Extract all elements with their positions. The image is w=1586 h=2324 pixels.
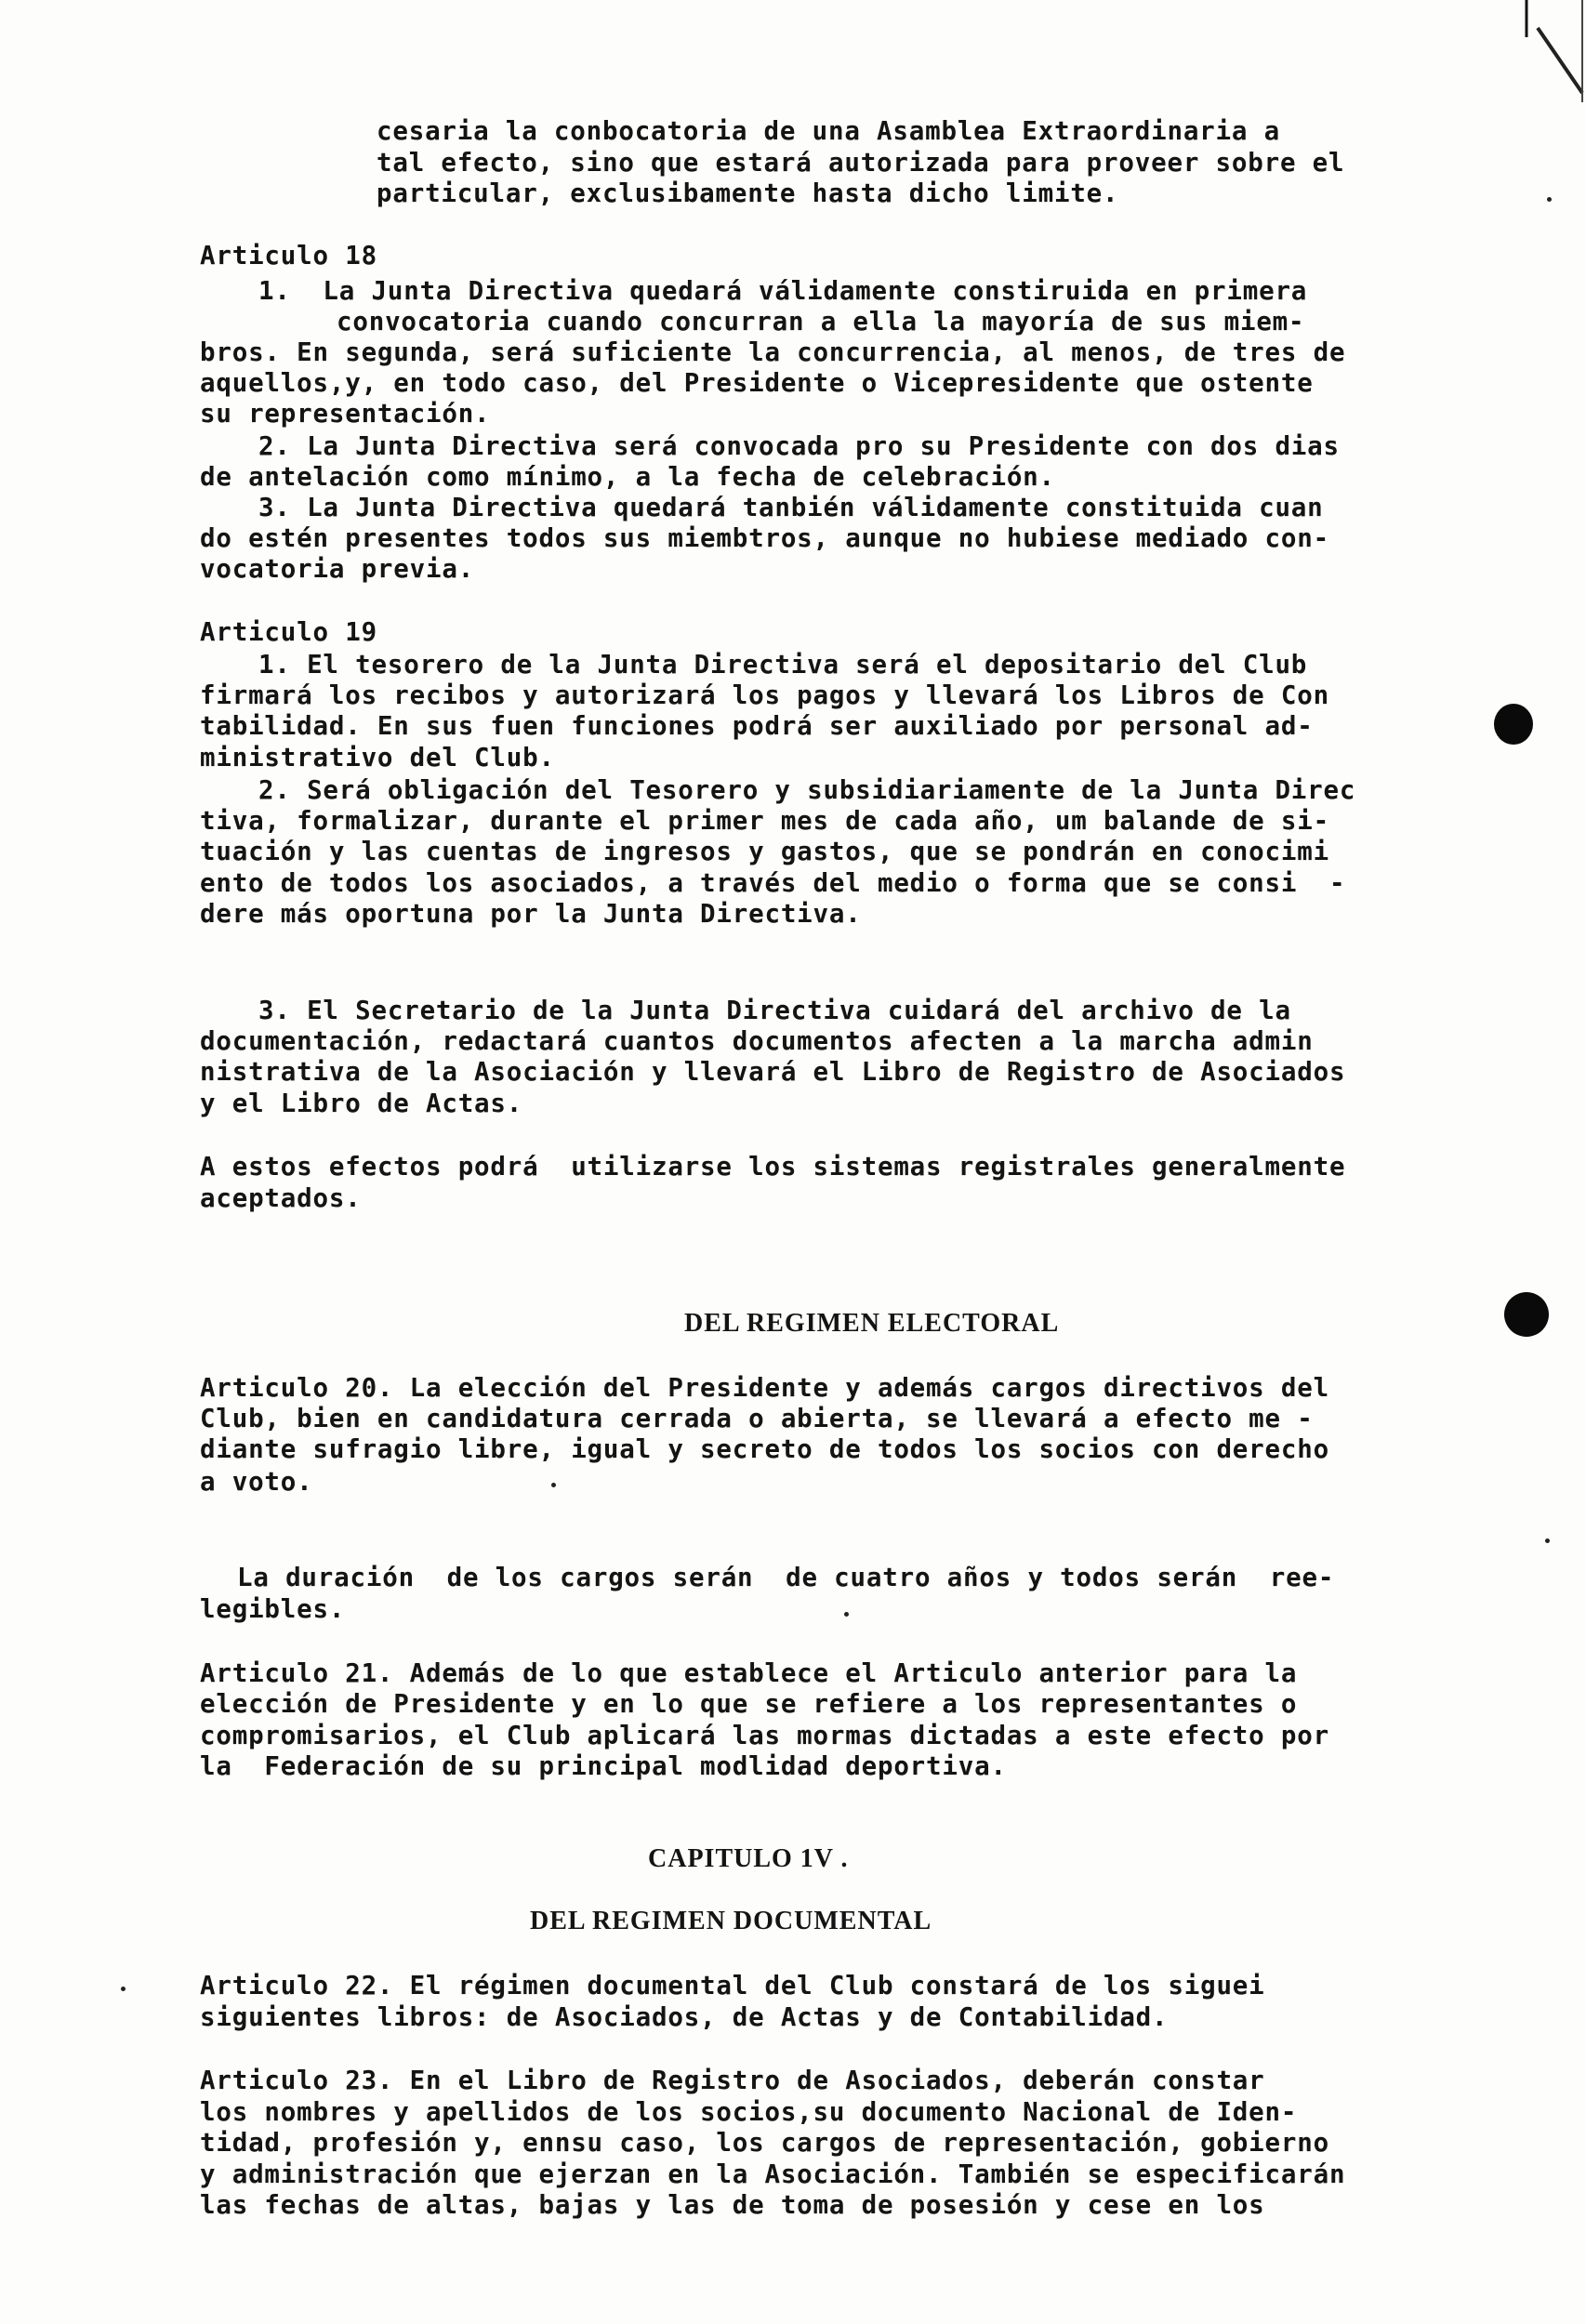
section-heading: DEL REGIMEN DOCUMENTAL — [530, 1907, 932, 1935]
text-line: Articulo 21. Además de lo que establece el Articulo anterior para la — [200, 1658, 1298, 1688]
article-heading: Articulo 19 — [200, 617, 377, 647]
text-line: los nombres y apellidos de los socios,su documento Nacional de Iden- — [200, 2097, 1298, 2127]
text-line: legibles. — [200, 1594, 346, 1624]
text-line: 2. La Junta Directiva será convocada pro su Presidente con dos dias — [258, 431, 1340, 461]
text-line: 3. El Secretario de la Junta Directiva cuidará del archivo de la — [258, 996, 1291, 1025]
text-line: tuación y las cuentas de ingresos y gastos, que se pondrán en conocimi — [200, 837, 1329, 866]
text-line: y el Libro de Actas. — [200, 1089, 523, 1118]
speck — [1547, 197, 1552, 202]
ink-blot — [1494, 704, 1533, 745]
text-line: 1. El tesorero de la Junta Directiva será el depositario del Club — [258, 650, 1308, 680]
text-line: ministrativo del Club. — [200, 743, 555, 772]
text-line: cesaria la conbocatoria de una Asamblea Extraordinaria a — [377, 116, 1280, 146]
speck — [551, 1483, 556, 1487]
text-line: su representación. — [200, 399, 491, 429]
text-line: vocatoria previa. — [200, 554, 475, 584]
text-line: bros. En segunda, será suficiente la concurrencia, al menos, de tres de — [200, 337, 1346, 367]
text-line: tiva, formalizar, durante el primer mes de cada año, um balande de si- — [200, 806, 1329, 836]
speck — [1545, 1538, 1550, 1543]
text-line: Articulo 20. La elección del Presidente y además cargos directivos del — [200, 1373, 1329, 1403]
text-line: ento de todos los asociados, a través del medio o forma que se consi - — [200, 868, 1346, 898]
text-line: aquellos,y, en todo caso, del Presidente o Vicepresidente que ostente — [200, 368, 1314, 398]
text-line: tidad, profesión y, ennsu caso, los cargos de representación, gobierno — [200, 2128, 1329, 2158]
text-line: 2. Será obligación del Tesorero y subsidiariamente de la Junta Direc — [258, 775, 1356, 805]
text-line: convocatoria cuando concurran a ella la mayoría de sus miem- — [337, 307, 1305, 337]
text-line: dere más oportuna por la Junta Directiva. — [200, 899, 862, 929]
text-line: elección de Presidente y en lo que se refiere a los representantes o — [200, 1689, 1298, 1719]
text-line: a voto. — [200, 1467, 313, 1497]
ink-blot — [1504, 1292, 1549, 1337]
text-line: Club, bien en candidatura cerrada o abierta, se llevará a efecto me - — [200, 1404, 1314, 1433]
text-line: 1. La Junta Directiva quedará válidamente constiruida en primera — [258, 276, 1308, 306]
text-line: Articulo 22. El régimen documental del Club constará de los siguei — [200, 1971, 1265, 2000]
text-line: tal efecto, sino que estará autorizada para proveer sobre el — [377, 148, 1345, 178]
text-line: La duración de los cargos serán de cuatro años y todos serán ree- — [237, 1563, 1335, 1592]
text-line: 3. La Junta Directiva quedará tanbién válidamente constituida cuan — [258, 493, 1324, 522]
speck — [121, 1987, 126, 1991]
text-line: compromisarios, el Club aplicará las mormas dictadas a este efecto por — [200, 1721, 1329, 1750]
text-line: de antelación como mínimo, a la fecha de celebración. — [200, 462, 1055, 492]
text-line: Articulo 23. En el Libro de Registro de Asociados, deberán constar — [200, 2066, 1265, 2095]
text-line: firmará los recibos y autorizará los pagos y llevará los Libros de Con — [200, 680, 1329, 710]
text-line: las fechas de altas, bajas y las de toma de posesión y cese en los — [200, 2190, 1265, 2220]
text-line: y administración que ejerzan en la Asociación. También se especificarán — [200, 2159, 1346, 2189]
section-heading: DEL REGIMEN ELECTORAL — [684, 1309, 1060, 1338]
text-line: do estén presentes todos sus miembtros, aunque no hubiese mediado con- — [200, 523, 1329, 553]
text-line: documentación, redactará cuantos documentos afecten a la marcha admin — [200, 1026, 1314, 1056]
text-line: tabilidad. En sus fuen funciones podrá ser auxiliado por personal ad- — [200, 711, 1314, 741]
speck — [844, 1612, 849, 1617]
article-heading: Articulo 18 — [200, 241, 377, 271]
text-line: A estos efectos podrá utilizarse los sistemas registrales generalmente — [200, 1152, 1346, 1182]
text-line: particular, exclusibamente hasta dicho limite. — [377, 178, 1119, 208]
text-line: nistrativa de la Asociación y llevará el Libro de Registro de Asociados — [200, 1057, 1346, 1087]
text-line: diante sufragio libre, igual y secreto de todos los socios con derecho — [200, 1434, 1329, 1464]
text-line: siguientes libros: de Asociados, de Actas y de Contabilidad. — [200, 2002, 1169, 2032]
text-line: aceptados. — [200, 1183, 362, 1213]
text-line: la Federación de su principal modlidad deportiva. — [200, 1751, 1007, 1781]
corner-fold-mark — [1521, 0, 1586, 102]
chapter-heading: CAPITULO 1V . — [648, 1844, 849, 1873]
